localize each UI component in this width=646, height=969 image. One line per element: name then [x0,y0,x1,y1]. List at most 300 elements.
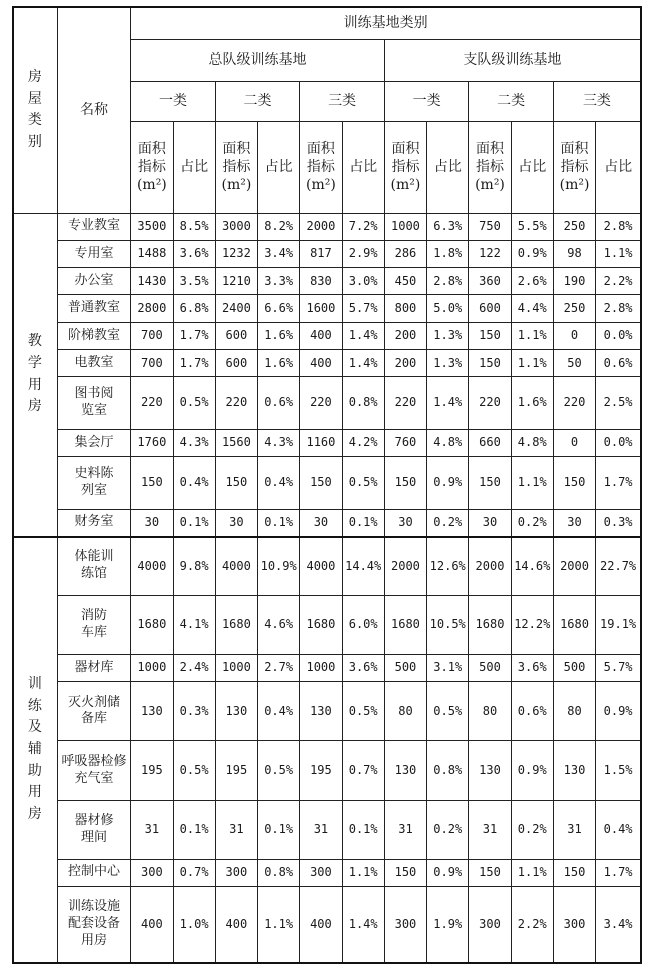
header-area-4 [384,121,426,213]
ratio-value: 4.3% [173,429,215,456]
ratio-value: 7.2% [342,213,384,240]
area-value: 0 [553,322,595,349]
row-name [57,886,130,963]
area-value: 150 [469,350,511,377]
area-value: 660 [469,429,511,456]
ratio-value: 0.1% [342,509,384,536]
area-value: 150 [553,859,595,886]
row-name-text: 普通教室 [68,300,121,316]
header-area-1 [131,121,173,213]
area-value: 700 [131,322,173,349]
area-value: 600 [469,295,511,322]
header-area-line: 指标 [560,158,589,175]
ratio-value: 3.1% [427,655,469,682]
area-value: 220 [131,377,173,429]
header-class-3: 三类 [300,81,385,121]
header-pct-1: 占比 [173,121,215,213]
area-value: 150 [384,457,426,509]
ratio-value: 0.9% [511,240,553,267]
area-value: 220 [384,377,426,429]
area-value: 500 [469,655,511,682]
area-value: 1000 [215,655,257,682]
ratio-value: 0.6% [596,350,641,377]
area-value: 300 [469,886,511,963]
ratio-value: 10.9% [258,537,300,596]
header-area-line: 面积 [137,140,166,157]
area-value: 250 [553,295,595,322]
area-value: 30 [553,509,595,536]
area-value: 80 [469,682,511,741]
ratio-value: 0.4% [596,800,641,859]
area-value: 1680 [215,596,257,655]
area-value: 130 [469,741,511,800]
area-value: 1488 [131,240,173,267]
header-room-type-text: 房屋类别 [27,68,43,150]
table-row [13,429,641,456]
area-value: 31 [131,800,173,859]
area-value: 31 [384,800,426,859]
ratio-value: 0.0% [596,322,641,349]
category-label: 教学用房 [27,333,43,415]
area-value: 3000 [215,213,257,240]
area-value: 1210 [215,268,257,295]
ratio-value: 3.6% [511,655,553,682]
area-value: 830 [300,268,342,295]
ratio-value: 0.2% [427,509,469,536]
area-value: 300 [384,886,426,963]
area-value: 360 [469,268,511,295]
area-value: 50 [553,350,595,377]
ratio-value: 0.2% [427,800,469,859]
ratio-value: 5.5% [511,213,553,240]
area-value: 30 [131,509,173,536]
header-name: 名称 [57,7,130,213]
row-name [57,682,130,741]
area-value: 4000 [300,537,342,596]
ratio-value: 2.7% [258,655,300,682]
area-value: 600 [215,350,257,377]
area-value: 300 [300,859,342,886]
area-value: 750 [469,213,511,240]
area-value: 150 [469,859,511,886]
area-value: 1000 [131,655,173,682]
ratio-value: 1.4% [427,377,469,429]
area-value: 220 [215,377,257,429]
ratio-value: 4.2% [342,429,384,456]
header-group-zongdui: 总队级训练基地 [131,39,385,81]
ratio-value: 3.6% [342,655,384,682]
ratio-value: 0.5% [258,741,300,800]
header-pct-6: 占比 [596,121,641,213]
header-pct-2: 占比 [258,121,300,213]
area-value: 195 [215,741,257,800]
area-value: 760 [384,429,426,456]
area-value: 31 [215,800,257,859]
area-value: 1680 [300,596,342,655]
room-area-table [12,6,642,964]
ratio-value: 0.8% [258,859,300,886]
ratio-value: 1.4% [342,886,384,963]
row-name [57,596,130,655]
area-value: 31 [553,800,595,859]
category-cell [13,213,57,537]
header-area-line: 面积 [475,140,504,157]
ratio-value: 6.6% [258,295,300,322]
header-area-line: 面积 [391,140,420,157]
ratio-value: 4.3% [258,429,300,456]
ratio-value: 0.8% [427,741,469,800]
ratio-value: 2.8% [427,268,469,295]
ratio-value: 1.1% [511,350,553,377]
row-name-text: 阶梯教室 [68,327,121,343]
ratio-value: 0.7% [342,741,384,800]
ratio-value: 1.1% [342,859,384,886]
ratio-value: 0.9% [427,859,469,886]
ratio-value: 3.4% [596,886,641,963]
table-body [13,213,641,963]
ratio-value: 22.7% [596,537,641,596]
ratio-value: 1.9% [427,886,469,963]
area-value: 150 [300,457,342,509]
ratio-value: 0.2% [511,800,553,859]
area-value: 400 [300,322,342,349]
table-row [13,295,641,322]
row-name-text: 灭火剂储备库 [67,694,120,727]
ratio-value: 1.0% [173,886,215,963]
ratio-value: 4.4% [511,295,553,322]
ratio-value: 1.7% [596,457,641,509]
area-value: 2000 [469,537,511,596]
area-value: 2000 [300,213,342,240]
ratio-value: 0.6% [258,377,300,429]
ratio-value: 12.6% [427,537,469,596]
header-room-type [13,7,57,213]
area-value: 130 [553,741,595,800]
area-value: 80 [384,682,426,741]
row-name [57,509,130,536]
area-value: 400 [215,886,257,963]
header-pct-5: 占比 [511,121,553,213]
ratio-value: 1.7% [173,322,215,349]
ratio-value: 1.1% [596,240,641,267]
table-row [13,886,641,963]
area-value: 2000 [384,537,426,596]
ratio-value: 2.8% [596,213,641,240]
area-value: 1000 [384,213,426,240]
ratio-value: 6.0% [342,596,384,655]
table-row [13,213,641,240]
ratio-value: 0.3% [173,682,215,741]
area-value: 122 [469,240,511,267]
area-value: 195 [131,741,173,800]
area-value: 250 [553,213,595,240]
ratio-value: 1.7% [173,350,215,377]
area-value: 400 [131,886,173,963]
row-name-text: 呼吸器检修充气室 [61,753,127,786]
ratio-value: 2.4% [173,655,215,682]
area-value: 4000 [131,537,173,596]
ratio-value: 14.6% [511,537,553,596]
ratio-value: 14.4% [342,537,384,596]
row-name [57,350,130,377]
area-value: 30 [300,509,342,536]
ratio-value: 0.1% [258,800,300,859]
ratio-value: 6.8% [173,295,215,322]
ratio-value: 10.5% [427,596,469,655]
ratio-value: 1.1% [511,457,553,509]
area-value: 300 [131,859,173,886]
row-name-text: 办公室 [74,272,114,288]
area-value: 150 [384,859,426,886]
ratio-value: 0.3% [596,509,641,536]
area-value: 0 [553,429,595,456]
header-group-zhidui: 支队级训练基地 [384,39,641,81]
header-class-6: 三类 [553,81,641,121]
area-value: 130 [131,682,173,741]
row-name [57,859,130,886]
area-value: 1600 [300,295,342,322]
ratio-value: 1.1% [511,322,553,349]
area-value: 3500 [131,213,173,240]
area-value: 2800 [131,295,173,322]
table-row [13,537,641,596]
ratio-value: 0.1% [258,509,300,536]
ratio-value: 1.1% [258,886,300,963]
ratio-value: 0.9% [511,741,553,800]
ratio-value: 4.8% [511,429,553,456]
table-row [13,655,641,682]
row-name-text: 器材修理间 [74,812,114,845]
header-area-line: 指标 [391,158,420,175]
area-value: 500 [384,655,426,682]
table-row [13,596,641,655]
header-area-line: 指标 [475,158,504,175]
area-value: 130 [215,682,257,741]
area-value: 150 [215,457,257,509]
row-name [57,429,130,456]
area-value: 150 [553,457,595,509]
area-value: 2000 [553,537,595,596]
ratio-value: 1.7% [596,859,641,886]
header-area-line: 指标 [222,158,251,175]
area-value: 130 [384,741,426,800]
area-value: 220 [553,377,595,429]
header-class-1: 一类 [131,81,216,121]
area-value: 286 [384,240,426,267]
row-name [57,537,130,596]
row-name-text: 财务室 [74,514,114,530]
table-row [13,509,641,536]
row-name-text: 体能训练馆 [74,549,114,582]
area-value: 500 [553,655,595,682]
area-value: 400 [300,886,342,963]
ratio-value: 4.1% [173,596,215,655]
area-value: 200 [384,350,426,377]
ratio-value: 2.6% [511,268,553,295]
ratio-value: 8.2% [258,213,300,240]
ratio-value: 3.6% [173,240,215,267]
header-area-line: (m²) [559,177,590,194]
table-row [13,377,641,429]
area-value: 80 [553,682,595,741]
row-name-text: 控制中心 [68,864,121,880]
ratio-value: 4.8% [427,429,469,456]
header-area-line: 面积 [222,140,251,157]
header-pct-3: 占比 [342,121,384,213]
area-value: 98 [553,240,595,267]
header-area-5 [469,121,511,213]
ratio-value: 0.6% [511,682,553,741]
row-name [57,655,130,682]
ratio-value: 3.3% [258,268,300,295]
table-row [13,240,641,267]
row-name [57,377,130,429]
ratio-value: 1.6% [511,377,553,429]
area-value: 1680 [384,596,426,655]
header-area-3 [300,121,342,213]
area-value: 1760 [131,429,173,456]
header-pct-4: 占比 [427,121,469,213]
area-value: 130 [300,682,342,741]
ratio-value: 0.5% [173,741,215,800]
area-value: 450 [384,268,426,295]
row-name [57,295,130,322]
ratio-value: 4.6% [258,596,300,655]
ratio-value: 0.1% [342,800,384,859]
header-area-2 [215,121,257,213]
area-value: 1000 [300,655,342,682]
ratio-value: 0.5% [427,682,469,741]
header-area-line: (m²) [306,177,336,194]
area-value: 150 [469,457,511,509]
area-value: 195 [300,741,342,800]
ratio-value: 2.2% [511,886,553,963]
area-value: 30 [384,509,426,536]
ratio-value: 0.1% [173,800,215,859]
ratio-value: 12.2% [511,596,553,655]
header-class-2: 二类 [215,81,300,121]
row-name [57,741,130,800]
area-value: 600 [215,322,257,349]
row-name-text: 消防车库 [80,608,107,641]
category-cell [13,537,57,963]
ratio-value: 1.1% [511,859,553,886]
table-row [13,800,641,859]
area-value: 220 [300,377,342,429]
ratio-value: 1.6% [258,350,300,377]
row-name [57,213,130,240]
ratio-value: 6.3% [427,213,469,240]
row-name [57,322,130,349]
ratio-value: 1.4% [342,350,384,377]
table-row [13,741,641,800]
header-area-line: (m²) [136,177,167,194]
ratio-value: 2.2% [596,268,641,295]
header-area-line: 面积 [306,140,335,157]
ratio-value: 0.2% [511,509,553,536]
area-value: 30 [215,509,257,536]
table-row [13,859,641,886]
ratio-value: 3.0% [342,268,384,295]
area-value: 1680 [553,596,595,655]
ratio-value: 0.4% [173,457,215,509]
table-row [13,322,641,349]
ratio-value: 0.5% [342,457,384,509]
row-name [57,240,130,267]
area-value: 31 [300,800,342,859]
header-class-5: 二类 [469,81,554,121]
ratio-value: 0.5% [173,377,215,429]
ratio-value: 1.8% [427,240,469,267]
header-area-line: 面积 [560,140,589,157]
area-value: 2400 [215,295,257,322]
area-value: 150 [469,322,511,349]
ratio-value: 2.5% [596,377,641,429]
row-name-text: 图书阅览室 [74,386,114,419]
area-value: 1232 [215,240,257,267]
table-row [13,268,641,295]
row-name-text: 器材库 [74,659,114,675]
ratio-value: 2.8% [596,295,641,322]
area-value: 700 [131,350,173,377]
ratio-value: 2.9% [342,240,384,267]
ratio-value: 5.0% [427,295,469,322]
ratio-value: 9.8% [173,537,215,596]
area-value: 1430 [131,268,173,295]
row-name-text: 集会厅 [74,434,114,450]
ratio-value: 3.5% [173,268,215,295]
ratio-value: 0.1% [173,509,215,536]
area-value: 300 [215,859,257,886]
ratio-value: 0.4% [258,682,300,741]
area-value: 300 [553,886,595,963]
ratio-value: 5.7% [596,655,641,682]
ratio-value: 5.7% [342,295,384,322]
header-area-line: 指标 [137,158,166,175]
row-name [57,268,130,295]
area-value: 150 [131,457,173,509]
area-value: 4000 [215,537,257,596]
ratio-value: 0.7% [173,859,215,886]
header-area-line: (m²) [475,177,505,194]
header-class-4: 一类 [384,81,469,121]
area-value: 400 [300,350,342,377]
ratio-value: 19.1% [596,596,641,655]
row-name [57,457,130,509]
area-value: 220 [469,377,511,429]
area-value: 1680 [469,596,511,655]
ratio-value: 1.4% [342,322,384,349]
table-row [13,457,641,509]
ratio-value: 1.5% [596,741,641,800]
ratio-value: 1.3% [427,322,469,349]
ratio-value: 0.9% [427,457,469,509]
area-value: 31 [469,800,511,859]
ratio-value: 0.5% [342,682,384,741]
ratio-value: 1.3% [427,350,469,377]
ratio-value: 0.9% [596,682,641,741]
category-label: 训练及辅助用房 [27,675,43,822]
area-value: 1160 [300,429,342,456]
ratio-value: 0.0% [596,429,641,456]
ratio-value: 8.5% [173,213,215,240]
header-area-line: 指标 [306,158,335,175]
area-value: 200 [384,322,426,349]
ratio-value: 1.6% [258,322,300,349]
area-value: 190 [553,268,595,295]
header-area-6 [553,121,595,213]
row-name-text: 训练设施配套设备用房 [67,899,120,948]
